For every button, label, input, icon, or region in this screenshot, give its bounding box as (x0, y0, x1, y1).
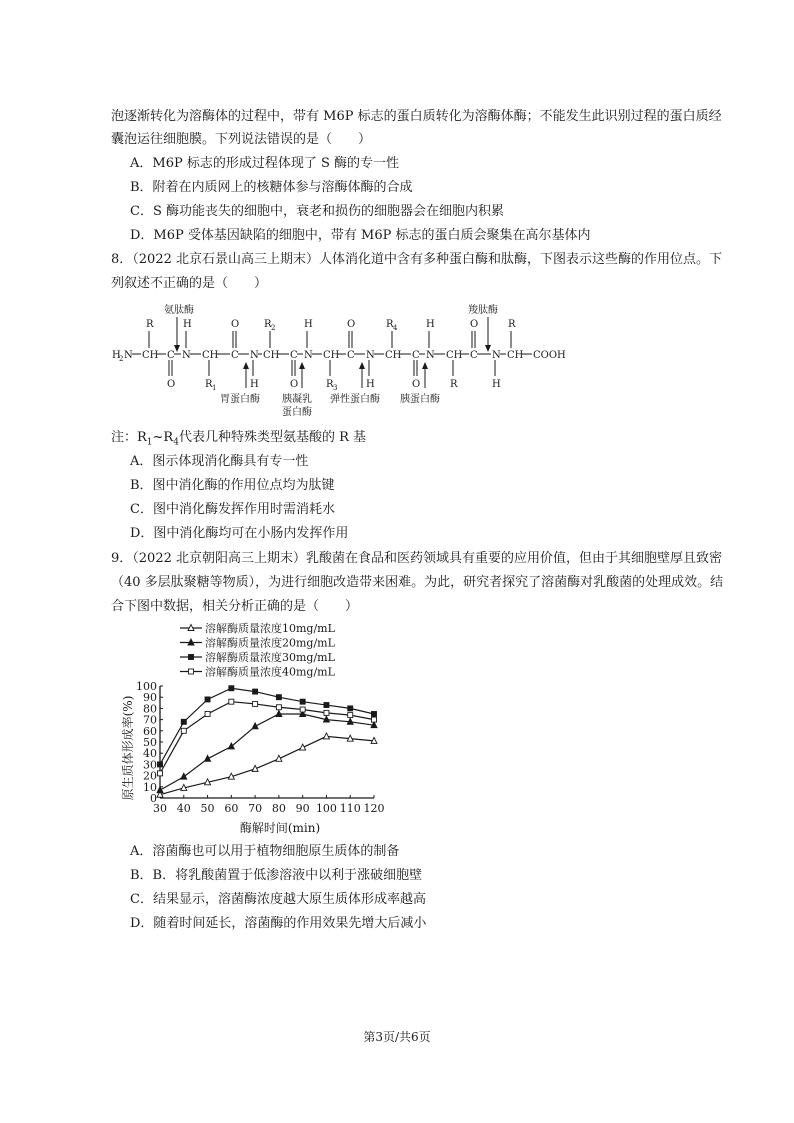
q7-option-a: A．M6P 标志的形成过程体现了 S 酶的专一性 (130, 156, 400, 171)
svg-text:R: R (326, 379, 334, 390)
svg-text:C: C (412, 350, 420, 361)
svg-text:CH: CH (202, 350, 219, 361)
y-tick-label: 20 (143, 769, 157, 783)
svg-text:CH: CH (507, 350, 524, 361)
trypsin-label: 胰蛋白酶 (400, 394, 440, 405)
data-point (158, 771, 163, 776)
series-line (160, 736, 374, 794)
data-point (324, 710, 329, 715)
svg-text:H: H (250, 379, 259, 390)
y-tick-label: 50 (143, 736, 157, 749)
x-tick-label: 90 (295, 802, 310, 815)
y-tick-label: 90 (143, 691, 157, 705)
chart-axes (136, 680, 385, 815)
data-point (300, 699, 305, 704)
q9-option-a: A．溶菌酶也可以用于植物细胞原生质体的制备 (130, 844, 400, 859)
svg-text:N: N (124, 350, 133, 361)
data-point (205, 712, 210, 717)
x-tick-label: 70 (248, 802, 263, 815)
svg-text:C: C (470, 350, 478, 361)
q8-stem-line-2: 列叙述不正确的是（ ） (111, 276, 268, 291)
chart-legend (180, 621, 336, 679)
legend-label: 溶解酶质量浓度30mg/mL (205, 651, 335, 664)
data-point (228, 743, 234, 749)
q9-stem-line-2: （40 多层肽聚糖等物质），为进行细胞改造带来困难。为此，研究者探究了溶菌酶对乳酸菌的处理成效。结 (111, 575, 724, 590)
y-tick-label: 100 (136, 680, 157, 693)
svg-text:N: N (426, 350, 435, 361)
q8-stem-line-1: 8．（2022 北京石景山高三上期末）人体消化道中含有多种蛋白酶和肽酶，下图表示这些酶的作用位点。下 (111, 252, 722, 267)
x-tick-label: 60 (224, 802, 239, 815)
x-tick-label: 100 (315, 802, 337, 815)
elastase-label: 弹性蛋白酶 (330, 394, 380, 405)
svg-text:O: O (167, 379, 176, 390)
svg-text:H: H (492, 379, 501, 390)
data-point (348, 706, 353, 711)
y-tick-label: 0 (150, 792, 157, 805)
svg-text:3: 3 (333, 384, 338, 392)
q7-option-d: D．M6P 受体基因缺陷的细胞中，带有 M6P 标志的蛋白质会聚集在高尔基体内 (130, 228, 591, 243)
x-tick-label: 120 (363, 802, 385, 815)
svg-text:N: N (304, 350, 313, 361)
svg-text:C: C (167, 350, 175, 361)
data-point (229, 699, 234, 704)
svg-text:CH: CH (263, 350, 280, 361)
legend-item-3 (180, 650, 336, 664)
svg-text:O: O (412, 379, 421, 390)
q7-stem-line-1: 泡逐渐转化为溶酶体的过程中，带有 M6P 标志的蛋白质转化为溶酶体酶；不能发生此识别过程的蛋白质经 (111, 109, 722, 124)
data-point (324, 703, 329, 708)
y-tick-label: 70 (143, 713, 157, 727)
svg-text:CH: CH (385, 350, 402, 361)
data-point (229, 686, 234, 691)
svg-text:CH: CH (323, 350, 340, 361)
x-tick-label: 50 (200, 802, 215, 815)
svg-text:R: R (205, 379, 213, 390)
page-footer: 第3页/共6页 (363, 1030, 431, 1044)
data-point (372, 717, 377, 722)
svg-text:O: O (290, 379, 299, 390)
data-point (276, 695, 281, 700)
svg-text:O: O (470, 319, 479, 330)
q7-option-c: C．S 酶功能丧失的细胞中，衰老和损伤的细胞器会在细胞内积累 (130, 204, 504, 219)
legend-item-4 (180, 665, 336, 679)
q9-stem-line-1: 9．（2022 北京朝阳高三上期末）乳酸菌在食品和医药领域具有重要的应用价值，但由于其细胞壁厚且致密 (111, 551, 722, 566)
data-point (158, 762, 163, 767)
svg-text:R: R (508, 319, 516, 330)
svg-text:H: H (183, 319, 192, 330)
svg-text:H: H (112, 350, 121, 361)
y-tick-label: 10 (143, 780, 157, 794)
y-tick-label: 80 (143, 702, 157, 716)
svg-text:R: R (146, 319, 154, 330)
q8-note: 注：$R_1\sim R_4$代表几种特殊类型氨基酸的 R 基 (111, 430, 367, 448)
aminopeptidase-label: 氨肽酶 (164, 305, 194, 316)
svg-text:H: H (426, 319, 435, 330)
series-1 (157, 733, 377, 797)
legend-label: 溶解酶质量浓度20mg/mL (205, 636, 335, 650)
svg-text:N: N (492, 350, 501, 361)
q8-option-a: A．图示体现消化酶具有专一性 (130, 454, 309, 469)
x-tick-label: 80 (271, 802, 286, 815)
pepsin-label: 胃蛋白酶 (220, 394, 260, 405)
svg-text:CH: CH (446, 350, 463, 361)
series-2 (157, 711, 377, 793)
data-point (300, 707, 305, 712)
q7-option-b: B．附着在内质网上的核糖体参与溶酶体酶的合成 (130, 180, 413, 195)
svg-text:4: 4 (393, 324, 398, 332)
q8-option-c: C．图中消化酶发挥作用时需消耗水 (130, 502, 335, 517)
series-line (160, 688, 374, 764)
q7-stem-line-2: 囊泡运往细胞膜。下列说法错误的是（ ） (111, 132, 372, 147)
svg-text:O: O (347, 319, 356, 330)
data-point (189, 655, 194, 660)
protoplast-formation-chart (110, 618, 410, 838)
svg-text:N: N (366, 350, 375, 361)
svg-text:R: R (386, 319, 394, 330)
data-point (372, 712, 377, 717)
y-axis-label: 原生质体形成率(%) (121, 695, 135, 801)
data-point (181, 773, 187, 779)
svg-text:C: C (347, 350, 355, 361)
svg-text:H: H (366, 379, 375, 390)
svg-text:N: N (182, 350, 191, 361)
legend-label: 溶解酶质量浓度40mg/mL (205, 665, 335, 679)
x-tick-label: 110 (339, 802, 361, 815)
carboxypeptidase-label: 羧肽酶 (468, 305, 498, 316)
svg-text:H: H (304, 319, 313, 330)
y-tick-label: 60 (143, 724, 157, 738)
y-tick-label: 40 (143, 747, 157, 761)
y-tick-label: 30 (143, 758, 157, 772)
q9-option-d: D．随着时间延长，溶菌酶的作用效果先增大后减小 (130, 916, 427, 931)
svg-text:O: O (231, 319, 240, 330)
data-point (253, 689, 258, 694)
chymotrypsin-label-2: 蛋白酶 (282, 407, 312, 418)
svg-text:CH: CH (142, 350, 159, 361)
q9-option-c: C．结果显示，溶菌酶浓度越大原生质体形成率越高 (130, 892, 426, 907)
legend-item-1 (180, 621, 336, 635)
svg-text:N: N (250, 350, 259, 361)
q8-option-d: D．图中消化酶均可在小肠内发挥作用 (130, 526, 349, 541)
data-point (276, 705, 281, 710)
x-axis-label: 酶解时间(min) (239, 821, 321, 835)
svg-text:R: R (264, 319, 272, 330)
q9-stem-line-3: 合下图中数据，相关分析正确的是（ ） (111, 599, 359, 614)
svg-text:C: C (231, 350, 239, 361)
peptide-enzyme-site-diagram (110, 296, 580, 420)
svg-text:2: 2 (271, 324, 276, 332)
x-tick-label: 40 (176, 802, 191, 815)
data-point (181, 719, 186, 724)
legend-label: 溶解酶质量浓度10mg/mL (205, 622, 335, 635)
q9-option-b: B．B．将乳酸菌置于低渗溶液中以利于涨破细胞壁 (130, 868, 423, 883)
data-point (205, 697, 210, 702)
x-tick-label: 30 (153, 802, 167, 815)
svg-text:1: 1 (212, 384, 217, 392)
data-point (189, 669, 194, 674)
svg-text:COOH: COOH (533, 350, 566, 361)
data-point (181, 728, 186, 733)
chymotrypsin-label-1: 胰凝乳 (282, 394, 312, 405)
data-point (323, 733, 329, 739)
q8-option-b: B．图中消化酶的作用位点均为肽键 (130, 478, 335, 493)
legend-item-2 (180, 636, 336, 650)
data-point (348, 713, 353, 718)
data-point (253, 701, 258, 706)
chart-series (157, 686, 377, 797)
svg-text:2: 2 (119, 355, 124, 363)
svg-text:R: R (450, 379, 458, 390)
svg-text:C: C (290, 350, 298, 361)
